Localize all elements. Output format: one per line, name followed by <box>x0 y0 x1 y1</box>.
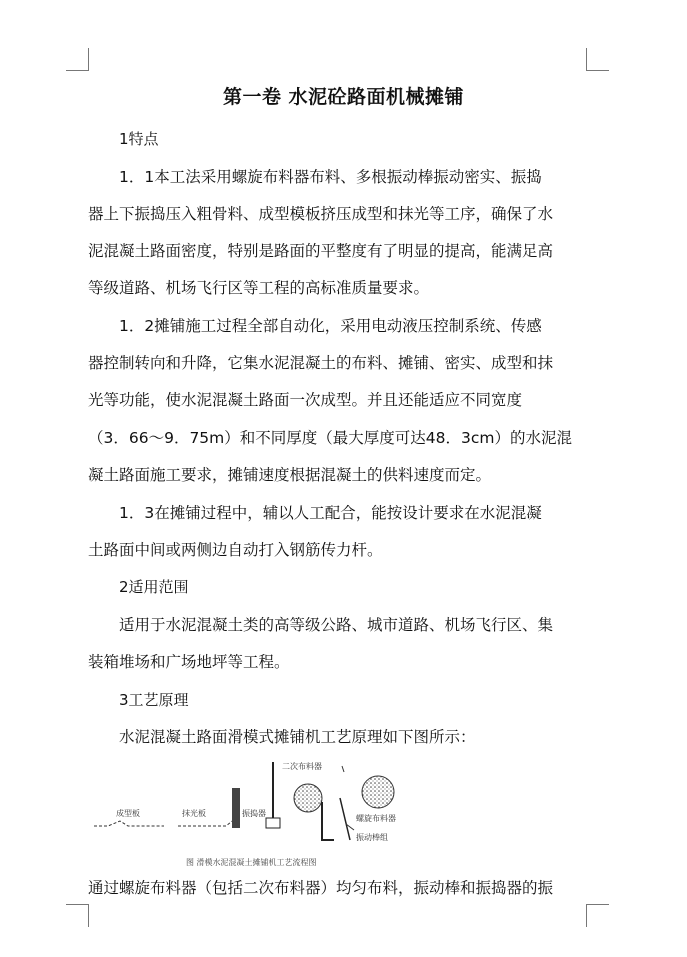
trowel-plate-shape <box>178 818 236 826</box>
paragraph-line: 1．1本工法采用螺旋布料器布料、多根振动棒振动密实、振捣 <box>119 168 542 186</box>
paragraph-line: 器上下振捣压入粗骨料、成型模板挤压成型和抹光等工序，确保了水 <box>88 205 554 223</box>
label-vibrator: 振捣器 <box>242 809 266 818</box>
paragraph-line: 凝土路面施工要求，摊铺速度根据混凝土的供料速度而定。 <box>88 466 492 484</box>
spiral-auger-circle <box>362 776 394 808</box>
crop-mark-top-left <box>66 48 89 71</box>
figure-caption: 图 滑模水泥混凝土摊铺机工艺流程图 <box>186 858 317 867</box>
section-heading-features: 1特点 <box>119 130 159 148</box>
label-vibrating-rods: 振动棒组 <box>356 833 388 842</box>
label-trowel-plate: 抹光板 <box>182 809 206 818</box>
paragraph-line: 等级道路、机场飞行区等工程的高标准质量要求。 <box>88 279 430 297</box>
paragraph-line: 泥混凝土路面密度，特别是路面的平整度有了明显的提高，能满足高 <box>88 242 554 260</box>
leader-line <box>342 766 344 772</box>
crop-mark-bottom-left <box>66 904 89 927</box>
paragraph-line: 水泥混凝土路面滑模式摊铺机工艺原理如下图所示： <box>119 728 476 746</box>
page-title: 第一卷 水泥砼路面机械摊铺 <box>222 86 465 108</box>
paragraph-line: 通过螺旋布料器（包括二次布料器）均匀布料，振动棒和振捣器的振 <box>88 879 554 897</box>
paragraph-line: 光等功能，使水泥混凝土路面一次成型。并且还能适应不同宽度 <box>88 391 523 409</box>
vibrating-rod-bracket <box>322 802 334 840</box>
forming-plate-shape <box>94 821 164 826</box>
crop-mark-bottom-right <box>586 904 609 927</box>
paragraph-line: （3．66～9．75m）和不同厚度（最大厚度可达48．3cm）的水泥混 <box>88 429 572 447</box>
vibrating-rod-leg <box>340 798 350 840</box>
paragraph-line: 器控制转向和升降，它集水泥混凝土的布料、摊铺、密实、成型和抹 <box>88 354 554 372</box>
wall-bar <box>232 788 240 828</box>
section-heading-principle: 3工艺原理 <box>119 691 189 709</box>
paragraph-line: 1．3在摊铺过程中，辅以人工配合，能按设计要求在水泥混凝 <box>119 504 542 522</box>
paragraph-line: 土路面中间或两侧边自动打入钢筋传力杆。 <box>88 541 383 559</box>
paragraph-line: 装箱堆场和广场地坪等工程。 <box>88 653 290 671</box>
crop-mark-top-right <box>586 48 609 71</box>
label-forming-plate: 成型板 <box>116 809 140 818</box>
paragraph-line: 适用于水泥混凝土类的高等级公路、城市道路、机场飞行区、集 <box>119 616 554 634</box>
secondary-auger-circle <box>294 784 322 812</box>
paragraph-line: 1．2摊铺施工过程全部自动化，采用电动液压控制系统、传感 <box>119 317 542 335</box>
section-heading-scope: 2适用范围 <box>119 578 189 596</box>
paver-process-diagram <box>86 758 596 873</box>
label-secondary-spreader: 二次布料器 <box>282 762 322 771</box>
label-spiral-spreader: 螺旋布料器 <box>356 814 396 823</box>
vibrator-box <box>266 818 280 828</box>
